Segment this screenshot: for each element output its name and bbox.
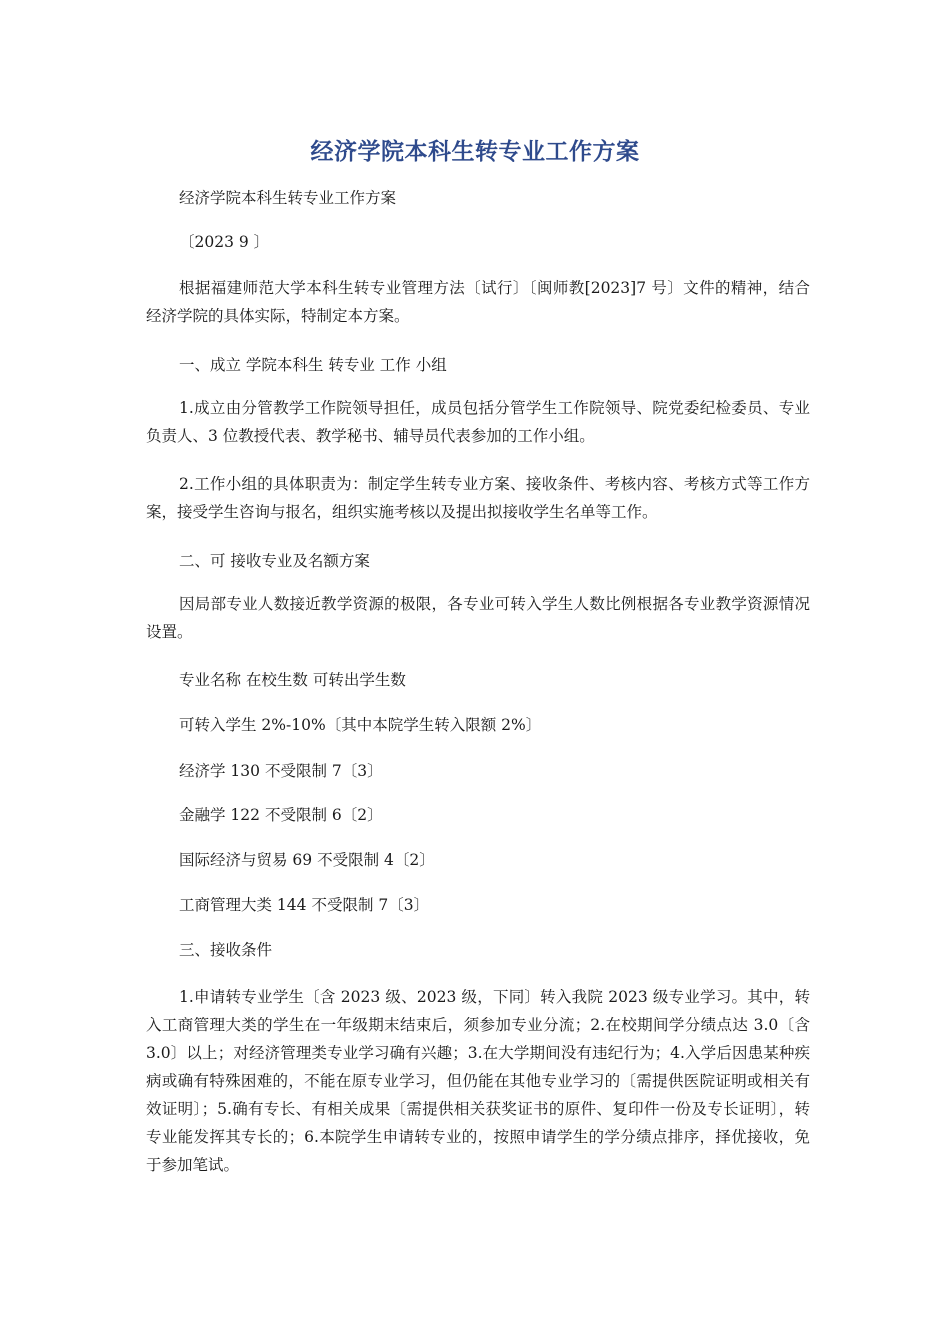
document-date: 〔2023 9 〕 (179, 233, 270, 251)
table-subheader: 可转入学生 2%-10%〔其中本院学生转入限额 2%〕 (179, 716, 542, 734)
section2-heading: 二、可 接收专业及名额方案 (179, 552, 370, 570)
section2-paragraph: 因局部专业人数接近教学资源的极限，各专业可转入学生人数比例根据各专业教学资源情况设置。 (146, 595, 810, 641)
table-row: 工商管理大类 144 不受限制 7〔3〕 (179, 896, 430, 914)
table-row: 经济学 130 不受限制 7〔3〕 (179, 762, 383, 780)
document-subtitle: 经济学院本科生转专业工作方案 (179, 189, 397, 207)
section3-heading: 三、接收条件 (179, 941, 273, 959)
section1-item2: 2.工作小组的具体职责为：制定学生转专业方案、接收条件、考核内容、考核方式等工作方案，接受学生咨询与报名，组织实施考核以及提出拟接收学生名单等工作。 (146, 475, 810, 521)
section3-paragraph: 1.申请转专业学生〔含 2023 级、2023 级，下同〕转入我院 2023 级专业学习。其中，转入工商管理大类的学生在一年级期末结束后，须参加专业分流；2.在校期间学分绩点达 3.0〔含 3.0〕以上；对经济管理类专业学习确有兴趣；3.在大学期间没有违纪行为；4.入学后因患某种疾病或确有特殊困难的，不能在原专业学习，但仍能在其他专业学习的〔需提供医院证明或相关有效证明〕；5.确有专长、有相关成果〔需提供相关获奖证书的原件、复印件一份及专长证明〕，转专业能发挥其专长的；6.本院学生申请转专业的，按照申请学生的学分绩点排序，择优接收，免于参加笔试。 (146, 988, 810, 1174)
table-row: 国际经济与贸易 69 不受限制 4〔2〕 (179, 851, 435, 869)
table-header: 专业名称 在校生数 可转出学生数 (179, 671, 406, 689)
document-title: 经济学院本科生转专业工作方案 (310, 139, 640, 165)
table-row: 金融学 122 不受限制 6〔2〕 (179, 806, 383, 824)
section1-heading: 一、成立 学院本科生 转专业 工作 小组 (179, 356, 447, 374)
intro-paragraph: 根据福建师范大学本科生转专业管理方法〔试行〕〔闽师教[2023]7 号〕文件的精神，结合经济学院的具体实际，特制定本方案。 (146, 279, 810, 325)
section1-item1: 1.成立由分管教学工作院领导担任，成员包括分管学生工作院领导、院党委纪检委员、专业负责人、3 位教授代表、教学秘书、辅导员代表参加的工作小组。 (146, 399, 810, 445)
